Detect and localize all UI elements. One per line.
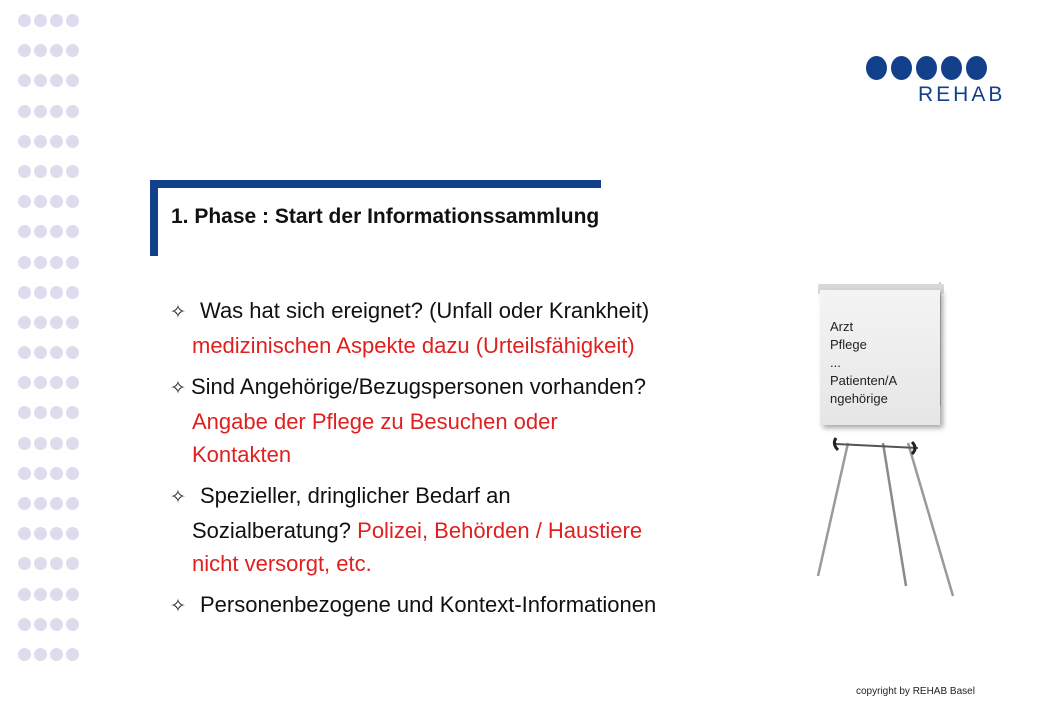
bullet-item bbox=[170, 479, 790, 580]
decorative-dot bbox=[66, 497, 79, 510]
decorative-dot bbox=[66, 618, 79, 631]
bullet-sub-text: nicht versorgt, etc. bbox=[192, 551, 372, 576]
decorative-dot bbox=[34, 44, 47, 57]
decorative-dot bbox=[34, 286, 47, 299]
logo-dot bbox=[916, 56, 937, 80]
decorative-dot bbox=[50, 14, 63, 27]
dot-row bbox=[18, 135, 79, 150]
decorative-dot bbox=[66, 74, 79, 87]
logo-text: REHAB bbox=[918, 83, 1006, 106]
bullet-sub-text-black: Sozialberatung? bbox=[192, 518, 352, 543]
flipchart-line: ... bbox=[830, 355, 841, 370]
decorative-dot bbox=[50, 618, 63, 631]
dot-row bbox=[18, 467, 79, 482]
decorative-dot bbox=[50, 74, 63, 87]
decorative-dot bbox=[18, 44, 31, 57]
decorative-dot-grid bbox=[18, 14, 79, 678]
flipchart-line: ngehörige bbox=[830, 391, 888, 406]
decorative-dot bbox=[34, 497, 47, 510]
decorative-dot bbox=[34, 256, 47, 269]
logo-dot bbox=[941, 56, 962, 80]
bullet-list bbox=[170, 294, 790, 631]
decorative-dot bbox=[18, 135, 31, 148]
decorative-dot bbox=[18, 527, 31, 540]
decorative-dot bbox=[18, 346, 31, 359]
decorative-dot bbox=[18, 437, 31, 450]
decorative-dot bbox=[18, 406, 31, 419]
decorative-dot bbox=[34, 74, 47, 87]
bullet-item bbox=[170, 294, 790, 362]
decorative-dot bbox=[34, 527, 47, 540]
decorative-dot bbox=[34, 406, 47, 419]
dot-row bbox=[18, 286, 79, 301]
decorative-dot bbox=[18, 618, 31, 631]
bullet-main-text: Was hat sich ereignet? (Unfall oder Krankheit) bbox=[200, 298, 650, 323]
decorative-dot bbox=[66, 225, 79, 238]
decorative-dot bbox=[50, 527, 63, 540]
decorative-dot bbox=[34, 14, 47, 27]
decorative-dot bbox=[34, 467, 47, 480]
decorative-dot bbox=[50, 497, 63, 510]
flipchart-line: Arzt bbox=[830, 319, 854, 334]
decorative-dot bbox=[18, 588, 31, 601]
dot-row bbox=[18, 256, 79, 271]
dot-row bbox=[18, 44, 79, 59]
decorative-dot bbox=[66, 557, 79, 570]
logo-dots bbox=[866, 56, 996, 80]
bullet-item bbox=[170, 588, 790, 623]
decorative-dot bbox=[50, 225, 63, 238]
flipchart-illustration bbox=[808, 278, 958, 608]
title-frame-top bbox=[150, 180, 601, 188]
dot-row bbox=[18, 497, 79, 512]
flipchart-text bbox=[830, 318, 940, 408]
decorative-dot bbox=[18, 14, 31, 27]
decorative-dot bbox=[34, 557, 47, 570]
bullet-main-text: Sind Angehörige/Bezugspersonen vorhanden? bbox=[191, 374, 647, 399]
decorative-dot bbox=[50, 467, 63, 480]
logo-dot bbox=[966, 56, 987, 80]
decorative-dot bbox=[34, 376, 47, 389]
bullet-sub-text: medizinischen Aspekte dazu (Urteilsfähigkeit) bbox=[192, 333, 635, 358]
decorative-dot bbox=[18, 648, 31, 661]
diamond-star-icon: ✧ bbox=[170, 302, 186, 323]
decorative-dot bbox=[66, 437, 79, 450]
dot-row bbox=[18, 376, 79, 391]
decorative-dot bbox=[18, 165, 31, 178]
decorative-dot bbox=[66, 135, 79, 148]
decorative-dot bbox=[18, 256, 31, 269]
dot-row bbox=[18, 316, 79, 331]
logo-dot bbox=[866, 56, 887, 80]
decorative-dot bbox=[50, 406, 63, 419]
decorative-dot bbox=[50, 44, 63, 57]
dot-row bbox=[18, 195, 79, 210]
decorative-dot bbox=[34, 588, 47, 601]
dot-row bbox=[18, 165, 79, 180]
decorative-dot bbox=[34, 105, 47, 118]
decorative-dot bbox=[18, 316, 31, 329]
decorative-dot bbox=[34, 316, 47, 329]
decorative-dot bbox=[34, 618, 47, 631]
dot-row bbox=[18, 74, 79, 89]
decorative-dot bbox=[66, 256, 79, 269]
decorative-dot bbox=[50, 135, 63, 148]
decorative-dot bbox=[18, 286, 31, 299]
decorative-dot bbox=[18, 105, 31, 118]
decorative-dot bbox=[50, 165, 63, 178]
dot-row bbox=[18, 588, 79, 603]
dot-row bbox=[18, 346, 79, 361]
decorative-dot bbox=[18, 225, 31, 238]
logo-dot bbox=[891, 56, 912, 80]
decorative-dot bbox=[66, 467, 79, 480]
decorative-dot bbox=[66, 316, 79, 329]
bullet-sub-text-red: Polizei, Behörden / Haustiere bbox=[357, 518, 643, 543]
title-frame-left bbox=[150, 180, 158, 256]
bullet-main-text: Spezieller, dringlicher Bedarf an bbox=[200, 483, 511, 508]
rehab-logo bbox=[866, 56, 1006, 106]
decorative-dot bbox=[34, 437, 47, 450]
dot-row bbox=[18, 225, 79, 240]
decorative-dot bbox=[66, 588, 79, 601]
decorative-dot bbox=[50, 256, 63, 269]
bullet-sub-text: Angabe der Pflege zu Besuchen oder bbox=[192, 409, 558, 434]
decorative-dot bbox=[34, 225, 47, 238]
decorative-dot bbox=[66, 165, 79, 178]
decorative-dot bbox=[18, 74, 31, 87]
decorative-dot bbox=[66, 648, 79, 661]
diamond-star-icon: ✧ bbox=[170, 487, 186, 508]
decorative-dot bbox=[34, 346, 47, 359]
decorative-dot bbox=[50, 557, 63, 570]
decorative-dot bbox=[50, 346, 63, 359]
decorative-dot bbox=[50, 316, 63, 329]
bullet-sub-text: Kontakten bbox=[192, 442, 292, 467]
decorative-dot bbox=[66, 14, 79, 27]
decorative-dot bbox=[34, 165, 47, 178]
dot-row bbox=[18, 14, 79, 29]
dot-row bbox=[18, 406, 79, 421]
bullet-item bbox=[170, 370, 790, 471]
dot-row bbox=[18, 527, 79, 542]
decorative-dot bbox=[18, 557, 31, 570]
diamond-star-icon: ✧ bbox=[170, 378, 186, 399]
decorative-dot bbox=[50, 437, 63, 450]
decorative-dot bbox=[34, 135, 47, 148]
flipchart-line: Patienten/A bbox=[830, 373, 898, 388]
dot-row bbox=[18, 557, 79, 572]
diamond-star-icon: ✧ bbox=[170, 596, 186, 617]
decorative-dot bbox=[50, 588, 63, 601]
decorative-dot bbox=[50, 648, 63, 661]
decorative-dot bbox=[18, 497, 31, 510]
decorative-dot bbox=[66, 527, 79, 540]
dot-row bbox=[18, 648, 79, 663]
decorative-dot bbox=[50, 376, 63, 389]
decorative-dot bbox=[18, 195, 31, 208]
dot-row bbox=[18, 105, 79, 120]
flipchart-line: Pflege bbox=[830, 337, 867, 352]
decorative-dot bbox=[66, 105, 79, 118]
slide-title: 1. Phase : Start der Informationssammlung bbox=[171, 205, 600, 228]
copyright-text: copyright by REHAB Basel bbox=[856, 686, 975, 697]
decorative-dot bbox=[18, 376, 31, 389]
decorative-dot bbox=[66, 44, 79, 57]
decorative-dot bbox=[50, 286, 63, 299]
decorative-dot bbox=[66, 346, 79, 359]
decorative-dot bbox=[50, 195, 63, 208]
decorative-dot bbox=[50, 105, 63, 118]
decorative-dot bbox=[34, 648, 47, 661]
bullet-main-text: Personenbezogene und Kontext-Informationen bbox=[200, 592, 657, 617]
dot-row bbox=[18, 437, 79, 452]
decorative-dot bbox=[18, 467, 31, 480]
decorative-dot bbox=[66, 376, 79, 389]
decorative-dot bbox=[66, 406, 79, 419]
decorative-dot bbox=[66, 195, 79, 208]
decorative-dot bbox=[66, 286, 79, 299]
decorative-dot bbox=[34, 195, 47, 208]
dot-row bbox=[18, 618, 79, 633]
